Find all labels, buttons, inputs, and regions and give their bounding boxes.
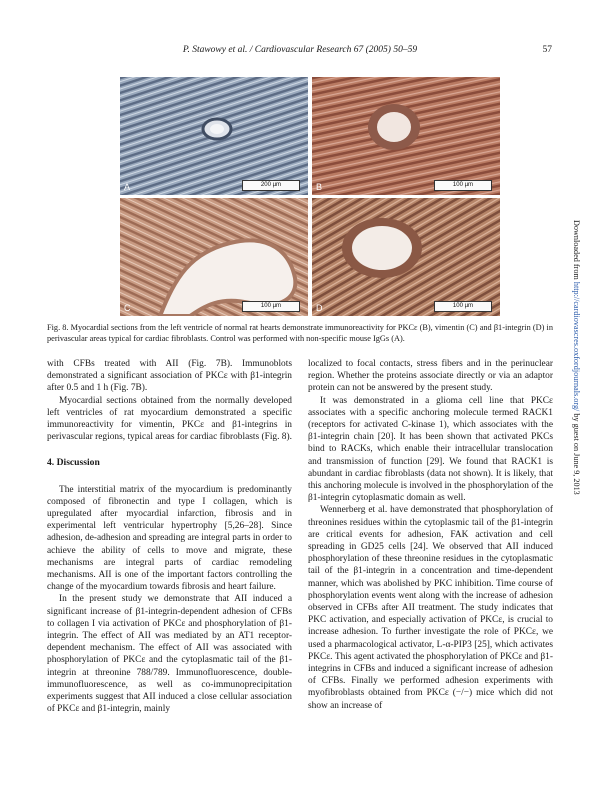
paragraph: with CFBs treated with AII (Fig. 7B). Immunoblots demonstrated a significant association of PKCε with β1-integrin after 0.5 and 1 h (Fig. 7B). bbox=[47, 359, 292, 394]
paragraph: Myocardial sections obtained from the normally developed left ventricles of rat myocardium demonstrated a specific immunoreactivity for vimentin, PKCε and β1-integrins in perivascular regions, typical areas for cardiac fibroblasts (Fig. 8). bbox=[47, 395, 292, 443]
figure-panel-d bbox=[312, 198, 500, 316]
left-column bbox=[47, 358, 292, 715]
figure-panel-b bbox=[312, 77, 500, 195]
panel-label-b: B bbox=[316, 182, 323, 192]
panel-label-d: D bbox=[316, 303, 323, 313]
paragraph: It was demonstrated in a glioma cell line that PKCε associates with a specific anchoring molecule termed RACK1 (receptors for activated C-kinase 1), which associates with the β1-integrin chain [20]. It has been shown that activated PKCs bind to RACKs, which enable their intracellular translocation and transmission of function [29]. We found that RACK1 is abundant in cardiac fibroblasts (data not shown). It is likely, that this anchoring molecule is involved in the phosphorylation of the β1-integrin cytoplasmatic domain as well. bbox=[308, 395, 553, 504]
page-header bbox=[0, 45, 600, 59]
download-watermark bbox=[573, 220, 589, 580]
figure-panel-c bbox=[120, 198, 308, 316]
paragraph: In the present study we demonstrate that AII induced a significant increase of β1-integrin-dependent adhesion of CFBs to collagen I via activation of PKCε and phosphorylation of β1-integrin. The effect of AII was mediated by an AT1 receptor-dependent mechanism. The effect of AII was associated with phosphorylation of PKCε and the cytoplasmatic tail of the β1-integrin at threonine 788/789. Immunofluorescence, double-immunofluorescence, as well as co-immunoprecipitation experiments suggest that AII induced a close cellular association of PKCε and β1-integrin, mainly bbox=[47, 594, 292, 715]
running-title: P. Stawowy et al. / Cardiovascular Research 67 (2005) 50–59 bbox=[182, 45, 418, 55]
section-heading: 4. Discussion bbox=[47, 457, 100, 469]
figure-panel-a bbox=[120, 77, 308, 195]
scale-bar-b: 100 µm bbox=[434, 180, 492, 191]
panel-label-a: A bbox=[124, 182, 131, 192]
paragraph: The interstitial matrix of the myocardium is predominantly composed of fibronectin and type I collagen, which is upregulated after myocardial infarction, fibrosis and in experimental left ventricular hypertrophy [5,26–28]. Since adhesion, de-adhesion and spreading are integral parts in order to achieve the ability of cells to move and migrate, these mechanisms are integral parts of cardiac remodeling mechanisms. AII is one of the important factors controlling the change of the myocardium towards fibrosis and heart failure. bbox=[47, 484, 292, 593]
watermark-prefix: Downloaded from bbox=[572, 220, 581, 282]
right-column bbox=[308, 358, 553, 712]
scale-bar-c: 100 µm bbox=[242, 301, 300, 312]
paragraph: Wennerberg et al. have demonstrated that phosphorylation of threonines residues within the cytoplasmic tail of the β1-integrin are critical events for adhesion, FAK activation and cell spreading in GD25 cells [24]. We observed that AII induced phosphorylation of these threonine residues in the cytoplasmatic tail of the β1-integrin in a concentration and time-dependent manner, which was abolished by PKC inhibition. Time course of phosphorylation events went along with the increase of adhesion observed in CFBs after AII treatment. The study indicates that PKC activation, and especially activation of PKCε, is crucial to increase adhesion. To further investigate the role of PKCε, we used a pharmacological activator, L-α-PIP3 [25], which activates PKCε. This agent activated the phosphorylation of PKCε and β1-integrins in CFBs and induced a significant increase of adhesion of CFBs. Finally we performed adhesion experiments with myofibroblasts obtained from PKCε (−/−) mice which did not show an increase of bbox=[308, 505, 553, 711]
scale-bar-a: 200 µm bbox=[242, 180, 300, 191]
figure-caption: Fig. 8. Myocardial sections from the left ventricle of normal rat hearts demonstrate immunoreactivity for PKCε (B), vimentin (C) and β1-integrin (D) in perivascular areas typical for cardiac fibroblasts. Control was performed with non-specific mouse IgGs (A). bbox=[47, 323, 553, 343]
page-number: 57 bbox=[542, 45, 552, 55]
journal-link[interactable]: http://cardiovascres.oxfordjournals.org/ bbox=[572, 281, 581, 412]
scale-bar-d: 100 µm bbox=[434, 301, 492, 312]
panel-label-c: C bbox=[124, 303, 131, 313]
figure-8 bbox=[120, 77, 500, 316]
watermark-suffix: by guest on June 9, 2013 bbox=[572, 411, 581, 495]
paragraph: localized to focal contacts, stress fibers and in the perinuclear region. Whether the proteins associate directly or via an adaptor protein can not be answered by the present study. bbox=[308, 359, 553, 394]
